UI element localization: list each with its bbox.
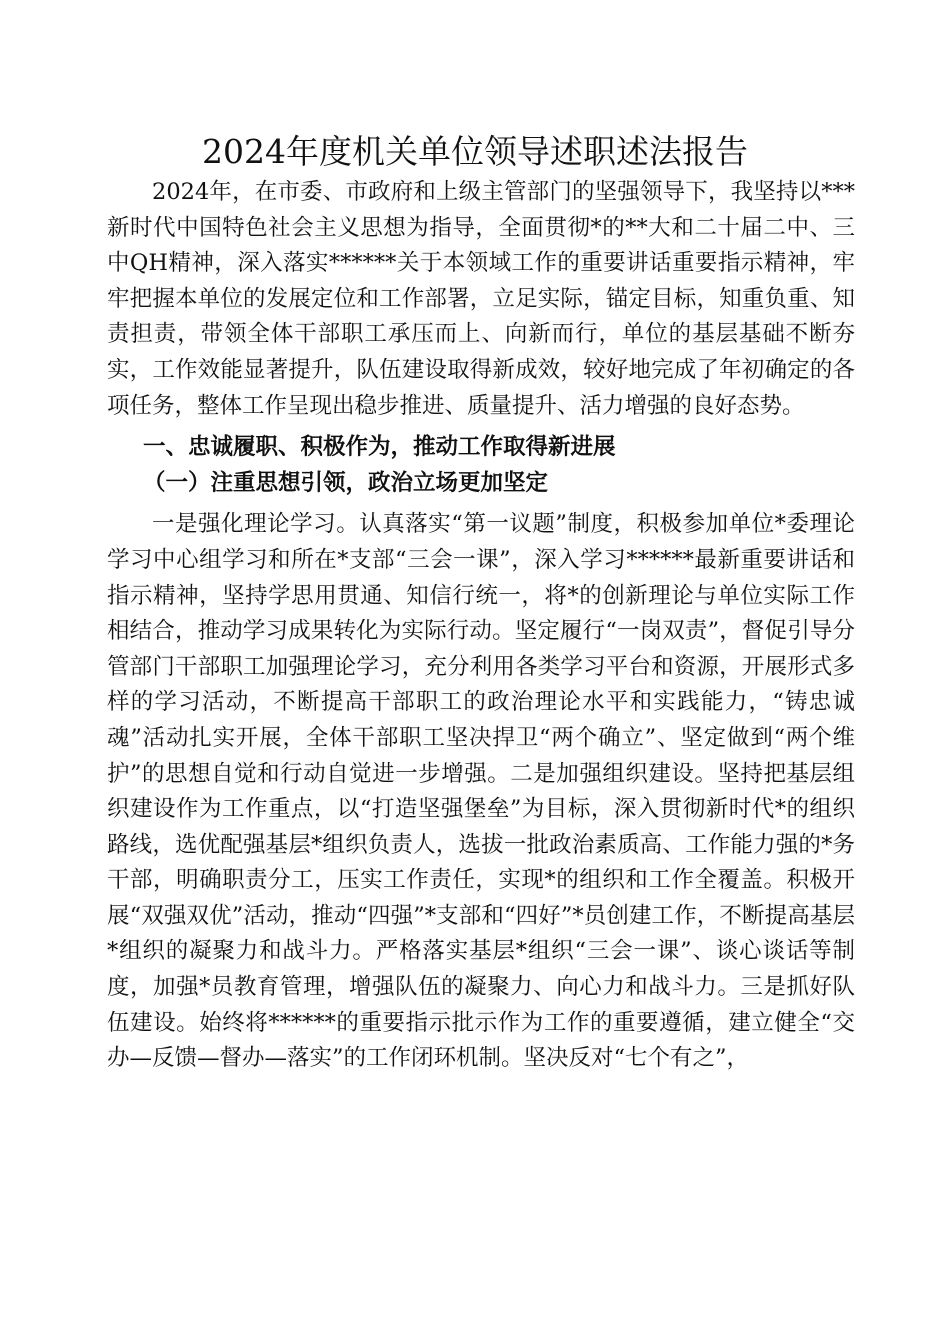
intro-paragraph: 2024年，在市委、市政府和上级主管部门的坚强领导下，我坚持以***新时代中国特色社会主义思想为指导，全面贯彻*的**大和二十届二中、三中QH精神，深入落实******关于本领域工作的重要讲话重要指示精神，牢牢把握本单位的发展定位和工作部署，立足实际，锚定目标，知重负重、知责担责，带领全体干部职工承压而上、向新而行，单位的基层基础不断夯实，工作效能显著提升，队伍建设取得新成效，较好地完成了年初确定的各项任务，整体工作呈现出稳步推进、质量提升、活力增强的良好态势。 <box>107 179 855 419</box>
subsection-heading: （一）注重思想引领，政治立场更加坚定 <box>143 469 549 496</box>
document-body <box>107 175 855 1077</box>
body-paragraph: 一是强化理论学习。认真落实“第一议题”制度，积极参加单位*委理论学习中心组学习和所在*支部“三会一课”，深入学习******最新重要讲话和指示精神，坚持学思用贯通、知信行统一，将*的创新理论与单位实际工作相结合，推动学习成果转化为实际行动。坚定履行“一岗双责”，督促引导分管部门干部职工加强理论学习，充分利用各类学习平台和资源，开展形式多样的学习活动，不断提高干部职工的政治理论水平和实践能力，“铸忠诚魂”活动扎实开展，全体干部职工坚决捍卫“两个确立”、坚定做到“两个维护”的思想自觉和行动自觉进一步增强。二是加强组织建设。坚持把基层组织建设作为工作重点，以“打造坚强堡垒”为目标，深入贯彻新时代*的组织路线，选优配强基层*组织负责人，选拔一批政治素质高、工作能力强的*务干部，明确职责分工，压实工作责任，实现*的组织和工作全覆盖。积极开展“双强双优”活动，推动“四强”*支部和“四好”*员创建工作，不断提高基层*组织的凝聚力和战斗力。严格落实基层*组织“三会一课”、谈心谈话等制度，加强*员教育管理，增强队伍的凝聚力、向心力和战斗力。三是抓好队伍建设。始终将******的重要指示批示作为工作的重要遵循，建立健全“交办—反馈—督办—落实”的工作闭环机制。坚决反对“七个有之”， <box>107 511 855 1072</box>
document-title: 2024年度机关单位领导述职述法报告 <box>202 132 748 171</box>
section-heading: 一、忠诚履职、积极作为，推动工作取得新进展 <box>143 434 616 461</box>
